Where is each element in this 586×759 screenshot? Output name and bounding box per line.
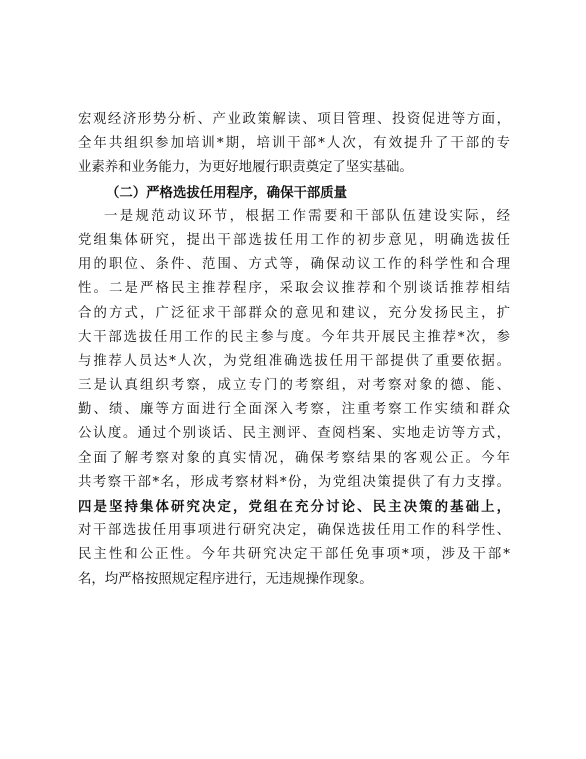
text-line: 勤、绩、廉等方面进行全面深入考察，注重考察工作实绩和群众: [78, 402, 510, 418]
text-line: 公认度。通过个别谈话、民主测评、查阅档案、实地走访等方式，: [78, 426, 510, 442]
text-line: 宏观经济形势分析、产业政策解读、项目管理、投资促进等方面，: [78, 112, 510, 127]
text-line: 一是规范动议环节，根据工作需要和干部队伍建设实际，经: [104, 208, 510, 224]
section-heading: （二）严格选拔任用程序，确保干部质量: [106, 184, 348, 201]
text-line: 名，均严格按照规定程序进行，无违规操作现象。: [78, 571, 373, 587]
text-line: 三是认真组织考察，成立专门的考察组，对考察对象的德、能、: [78, 378, 510, 394]
text-line: 大干部选拔任用工作的民主参与度。今年共开展民主推荐*次，参: [78, 329, 510, 345]
text-line: 党组集体研究，提出干部选拔任用工作的初步意见，明确选拔任: [78, 232, 510, 248]
text-line: 合的方式，广泛征求干部群众的意见和建议，充分发扬民主，扩: [78, 305, 510, 321]
text-line: 与推荐人员达*人次，为党组准确选拔任用干部提供了重要依据。: [78, 353, 510, 369]
text-line: 用的职位、条件、范围、方式等，确保动议工作的科学性和合理: [78, 257, 510, 273]
text-line: 全面了解考察对象的真实情况，确保考察结果的客观公正。今年: [78, 450, 510, 466]
body-text: [78, 108, 510, 592]
text-line: 民主性和公正性。今年共研究决定干部任免事项*项，涉及干部*: [78, 547, 510, 563]
text-line: 业素养和业务能力，为更好地履行职责奠定了坚实基础。: [78, 160, 413, 176]
text-line: 性。二是严格民主推荐程序，采取会议推荐和个别谈话推荐相结: [78, 281, 510, 297]
text-line: 四是坚持集体研究决定，党组在充分讨论、民主决策的基础上，: [78, 499, 510, 515]
text-line: 全年共组织参加培训*期，培训干部*人次，有效提升了干部的专: [78, 136, 510, 152]
text-line: 共考察干部*名，形成考察材料*份，为党组决策提供了有力支撑。: [78, 474, 510, 490]
text-line: 对干部选拔任用事项进行研究决定，确保选拔任用工作的科学性、: [78, 523, 510, 539]
